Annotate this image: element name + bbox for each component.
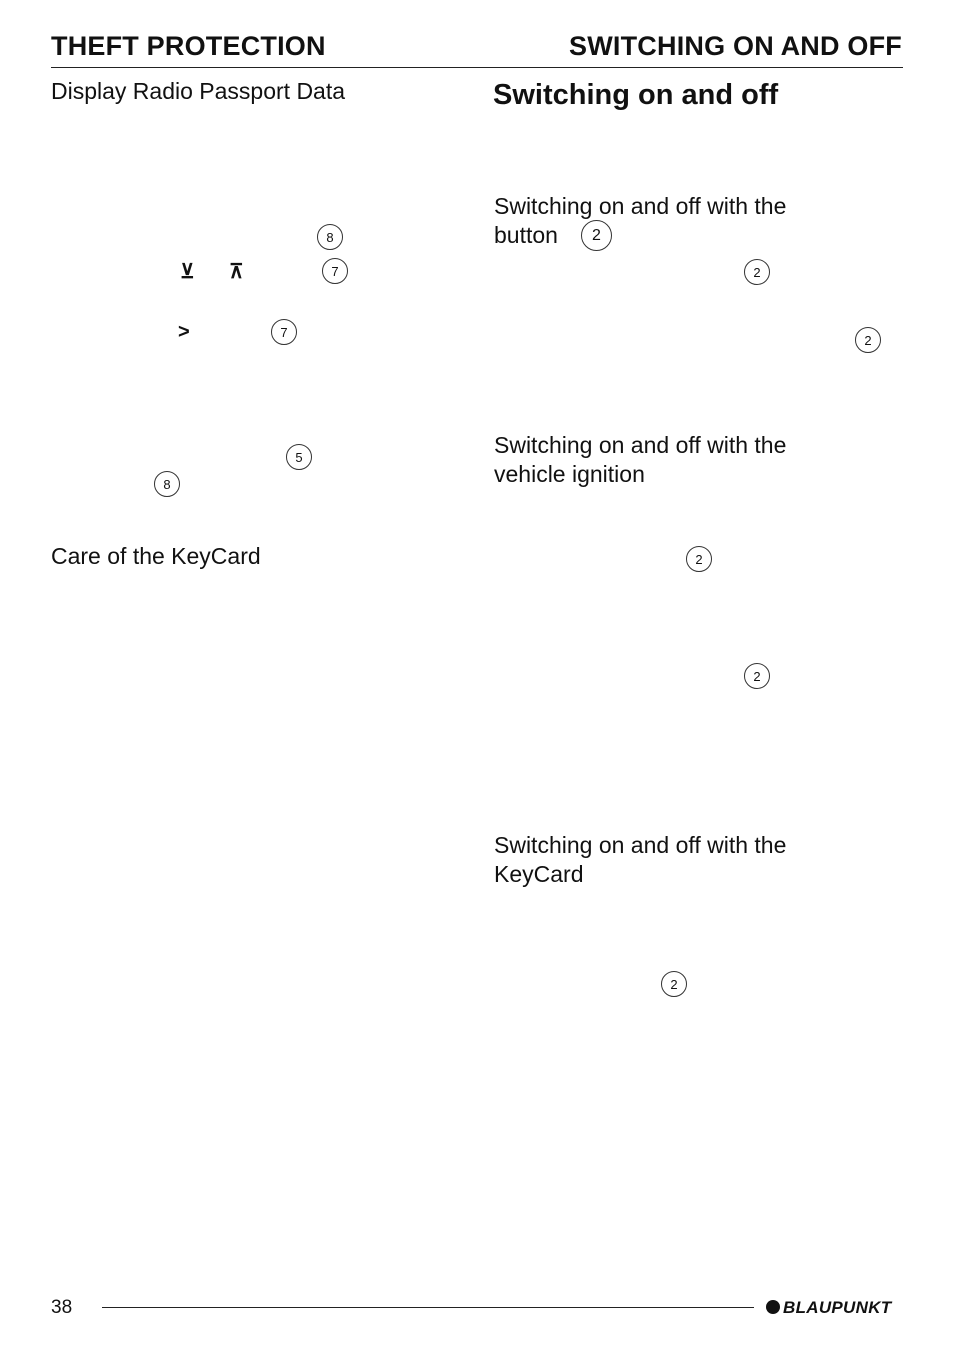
section-header-left: THEFT PROTECTION bbox=[51, 31, 326, 61]
header-rule bbox=[51, 67, 903, 68]
ref-marker-2e: 2 bbox=[661, 971, 687, 997]
heading-button-line2: button bbox=[494, 222, 558, 248]
ref-marker-5: 5 bbox=[286, 444, 312, 470]
brand-logo-dot-icon bbox=[766, 1300, 780, 1314]
heading-ignition-line2: vehicle ignition bbox=[494, 461, 645, 487]
key-up-symbol: ⊼ bbox=[229, 261, 244, 283]
heading-button-line1: Switching on and off with the bbox=[494, 193, 787, 219]
ref-marker-8: 8 bbox=[317, 224, 343, 250]
ref-marker-2-heading: 2 bbox=[581, 220, 612, 251]
ref-marker-8b: 8 bbox=[154, 471, 180, 497]
heading-keycard-line1: Switching on and off with the bbox=[494, 832, 787, 858]
brand-logo: BLAUPUNKT bbox=[783, 1298, 892, 1317]
ref-marker-2b: 2 bbox=[855, 327, 881, 353]
ref-marker-7: 7 bbox=[322, 258, 348, 284]
heading-ignition-line1: Switching on and off with the bbox=[494, 432, 787, 458]
key-down-symbol: ⊻ bbox=[180, 261, 195, 283]
page-number: 38 bbox=[51, 1297, 73, 1318]
page-title: Switching on and off bbox=[493, 79, 779, 111]
heading-display-passport: Display Radio Passport Data bbox=[51, 78, 346, 104]
section-header-right: SWITCHING ON AND OFF bbox=[569, 31, 902, 61]
ref-marker-2d: 2 bbox=[744, 663, 770, 689]
heading-keycard-line2: KeyCard bbox=[494, 861, 584, 887]
ref-marker-2c: 2 bbox=[686, 546, 712, 572]
key-right-symbol: > bbox=[178, 321, 190, 343]
ref-marker-7b: 7 bbox=[271, 319, 297, 345]
ref-marker-2a: 2 bbox=[744, 259, 770, 285]
footer-rule bbox=[102, 1307, 754, 1308]
heading-care-keycard: Care of the KeyCard bbox=[51, 543, 261, 569]
